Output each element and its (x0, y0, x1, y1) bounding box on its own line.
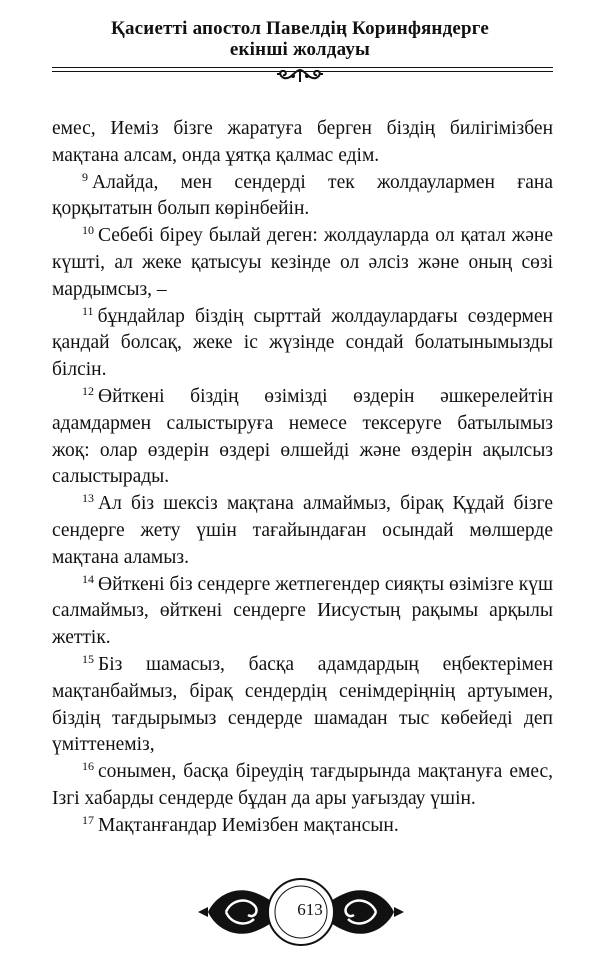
verse-line-text: мардымсыз, – (52, 278, 167, 300)
verse-line (52, 384, 553, 411)
verse-number: 16 (82, 759, 94, 774)
verse-line-text: Өйткені біз сендерге жетпегендер сияқты өзімізге күш (98, 573, 553, 595)
verse (52, 384, 553, 491)
verse-line (52, 250, 553, 277)
verse-number: 12 (82, 383, 94, 398)
verse-line (52, 143, 553, 170)
verse (52, 652, 553, 759)
verse-line (52, 813, 553, 840)
verse-line (52, 732, 553, 759)
verse-line (52, 545, 553, 572)
verse-line (52, 277, 553, 304)
verse-line-text: үміттенеміз, (52, 734, 155, 756)
verse-line (52, 572, 553, 599)
verse-line-text: Себебі біреу былай деген: жолдауларда ол қатал және (98, 225, 553, 247)
verse-line-text: мақтанбаймыз, бірақ сендердің сенімдеріңнің артуымен, (52, 680, 553, 702)
verse-line (52, 357, 553, 384)
verse-number: 17 (82, 812, 94, 827)
verse (52, 813, 553, 840)
verse-number: 13 (82, 491, 94, 506)
running-header (0, 18, 600, 60)
verse-line-text: Біз шамасыз, басқа адамдардың еңбектерімен (98, 653, 553, 675)
verse-line-text: Өйткені біздің өзімізді өздерін әшкерелейтін (98, 385, 553, 407)
verse-line-text: күшті, ал жеке қатысуы кезінде ол әлсіз және оның сөзі (52, 251, 553, 273)
verse (52, 759, 553, 813)
verse-line-text: Алайда, мен сендерді тек жолдаулармен ғана (92, 171, 553, 193)
verse-line (52, 706, 553, 733)
verse-line-text: Мақтанғандар Иемізбен мақтансын. (98, 814, 399, 836)
verse-line (52, 491, 553, 518)
verse-text (52, 116, 553, 840)
verse-line (52, 652, 553, 679)
verse-line (52, 223, 553, 250)
verse-line-text: мақтана аламыз. (52, 546, 189, 568)
verse-line-text: Ізгі хабарды сендерде бұдан да ары уағыздау үшін. (52, 787, 476, 809)
verse-line (52, 518, 553, 545)
verse-line (52, 411, 553, 438)
page-number: 613 (297, 900, 323, 919)
verse-number: 9 (82, 169, 88, 184)
header-title-line1: Қасиетті апостол Павелдің Коринфяндерге (110, 18, 489, 39)
header-title-line2: екінші жолдауы (229, 39, 371, 60)
verse (52, 116, 553, 170)
verse-line (52, 679, 553, 706)
verse-line-text: мақтана алсам, онда ұятқа қалмас едім. (52, 144, 380, 166)
verse-line (52, 786, 553, 813)
verse-line (52, 464, 553, 491)
verse-number: 11 (82, 303, 94, 318)
verse-line-text: Ал біз шексіз мақтана алмаймыз, бірақ Құдай бізге (98, 493, 553, 515)
verse (52, 304, 553, 384)
header-ornament-icon (275, 66, 325, 88)
verse (52, 572, 553, 652)
verse-line (52, 116, 553, 143)
verse-line-text: біздің тағдырымыз сендерде шамадан тыс көбейеді деп (52, 707, 553, 729)
verse-line-text: қорқытатын болып көрінбейін. (52, 198, 310, 220)
verse-line (52, 196, 553, 223)
verse (52, 170, 553, 224)
verse-line-text: адамдармен салыстыруға немесе тексеруге батылымыз (52, 412, 553, 434)
verse-line-text: емес, Иеміз бізге жаратуға берген біздің билігімізбен (52, 118, 553, 139)
verse-line-text: жеттік. (52, 627, 111, 649)
verse-line (52, 759, 553, 786)
verse-line-text: сендерге жету үшін тағайындаған осындай мөлшерде (52, 519, 553, 541)
verse-number: 14 (82, 571, 94, 586)
verse-number: 15 (82, 651, 94, 666)
verse-line-text: сонымен, басқа біреудің тағдырында мақтануға емес, (98, 761, 553, 783)
verse-number: 10 (82, 223, 94, 238)
verse (52, 491, 553, 571)
verse-line-text: салыстырады. (52, 466, 170, 488)
verse-line (52, 438, 553, 465)
verse-line (52, 625, 553, 652)
verse-line (52, 330, 553, 357)
verse (52, 223, 553, 303)
verse-line-text: бұндайлар біздің сырттай жолдаулардағы сөздермен (97, 305, 553, 327)
verse-line (52, 170, 553, 197)
verse-line (52, 598, 553, 625)
verse-line-text: салмаймыз, өйткені сендерге Иисустың рақымы арқылы (52, 600, 553, 622)
verse-line-text: қандай болсақ, жеке іс жүзінде сондай болатынымызды (52, 332, 553, 354)
verse-line-text: білсін. (52, 359, 107, 381)
verse-line-text: жоқ: олар өздерін өздері өлшейді және өздерін ақылсыз (52, 439, 553, 461)
verse-line (52, 304, 553, 331)
